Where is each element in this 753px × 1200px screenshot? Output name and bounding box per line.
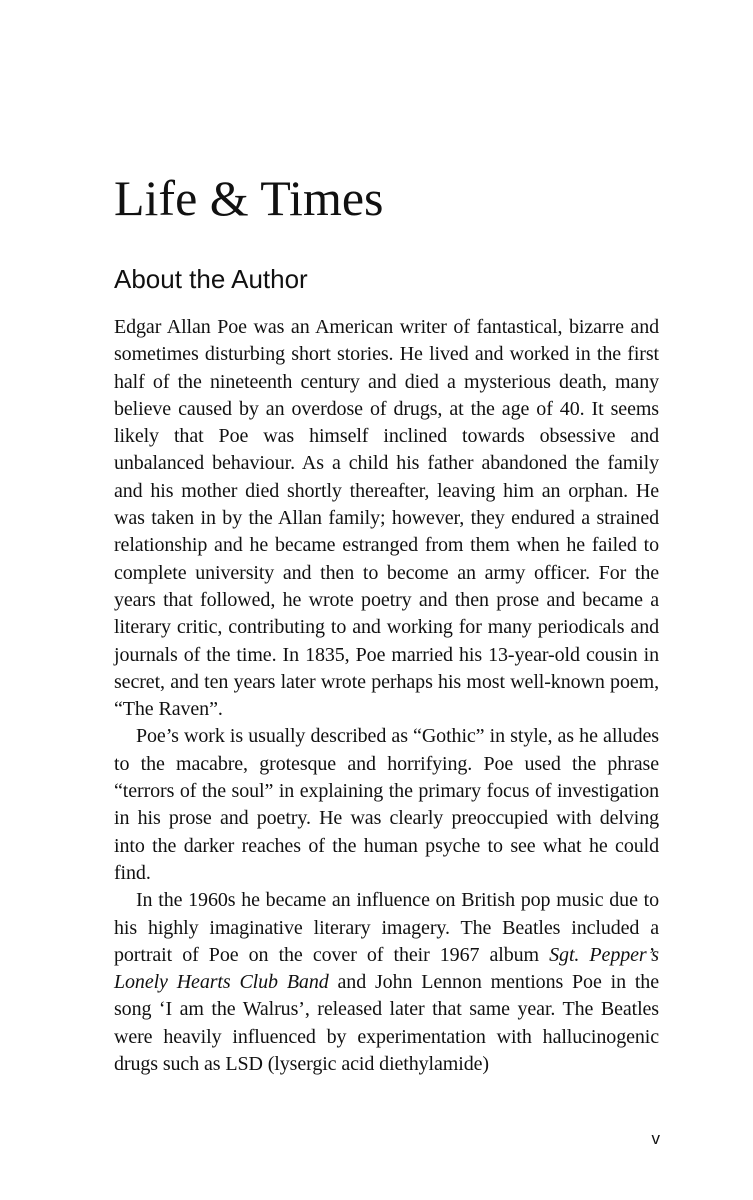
paragraph-author-biography (114, 314, 659, 723)
paragraph-text: Poe’s work is usually described as “Gothic” in style, as he alludes to the macabre, grotesque and horrifying. Poe used the phrase “terrors of the soul” in explaining the primary focus of investigation in his prose and poetry. He was clearly preoccupied with delving into the darker reaches of the human psyche to see what he could find. (114, 725, 659, 884)
paragraph-pop-influence (114, 887, 659, 1078)
album-title: Sgt. Pepper’s Lonely Hearts Club Band (114, 943, 659, 994)
paragraph-text: and John Lennon mentions Poe in the song ‘I am the Walrus’, released later that same year. The Beatles were heavily influenced by experimentation with hallucinogenic drugs such as LSD (lysergic acid diethylamide) (114, 971, 659, 1076)
chapter-title: Life & Times (114, 170, 384, 226)
section-heading: About the Author (114, 264, 308, 294)
paragraph-text: Edgar Allan Poe was an American writer of fantastical, bizarre and sometimes disturbing short stories. He lived and worked in the first half of the nineteenth century and died a mysterious death, many believe caused by an overdose of drugs, at the age of 40. It seems likely that Poe was himself inclined towards obsessive and unbalanced behaviour. As a child his father abandoned the family and his mother died shortly thereafter, leaving him an orphan. He was taken in by the Allan family; however, they endured a strained relationship and he became estranged from them when he failed to complete university and then to become an army officer. For the years that followed, he wrote poetry and then prose and became a literary critic, contributing to and working for many periodicals and journals of the time. In 1835, Poe married his 13-year-old cousin in secret, and ten years later wrote perhaps his most well-known poem, “The Raven”. (114, 316, 659, 721)
paragraph-text: In the 1960s he became an influence on British pop music due to his highly imaginative literary imagery. The Beatles included a portrait of Poe on the cover of their 1967 album (114, 889, 659, 966)
body-text (114, 314, 659, 1078)
page-number: v (651, 1129, 660, 1148)
paragraph-gothic-style (114, 723, 659, 887)
